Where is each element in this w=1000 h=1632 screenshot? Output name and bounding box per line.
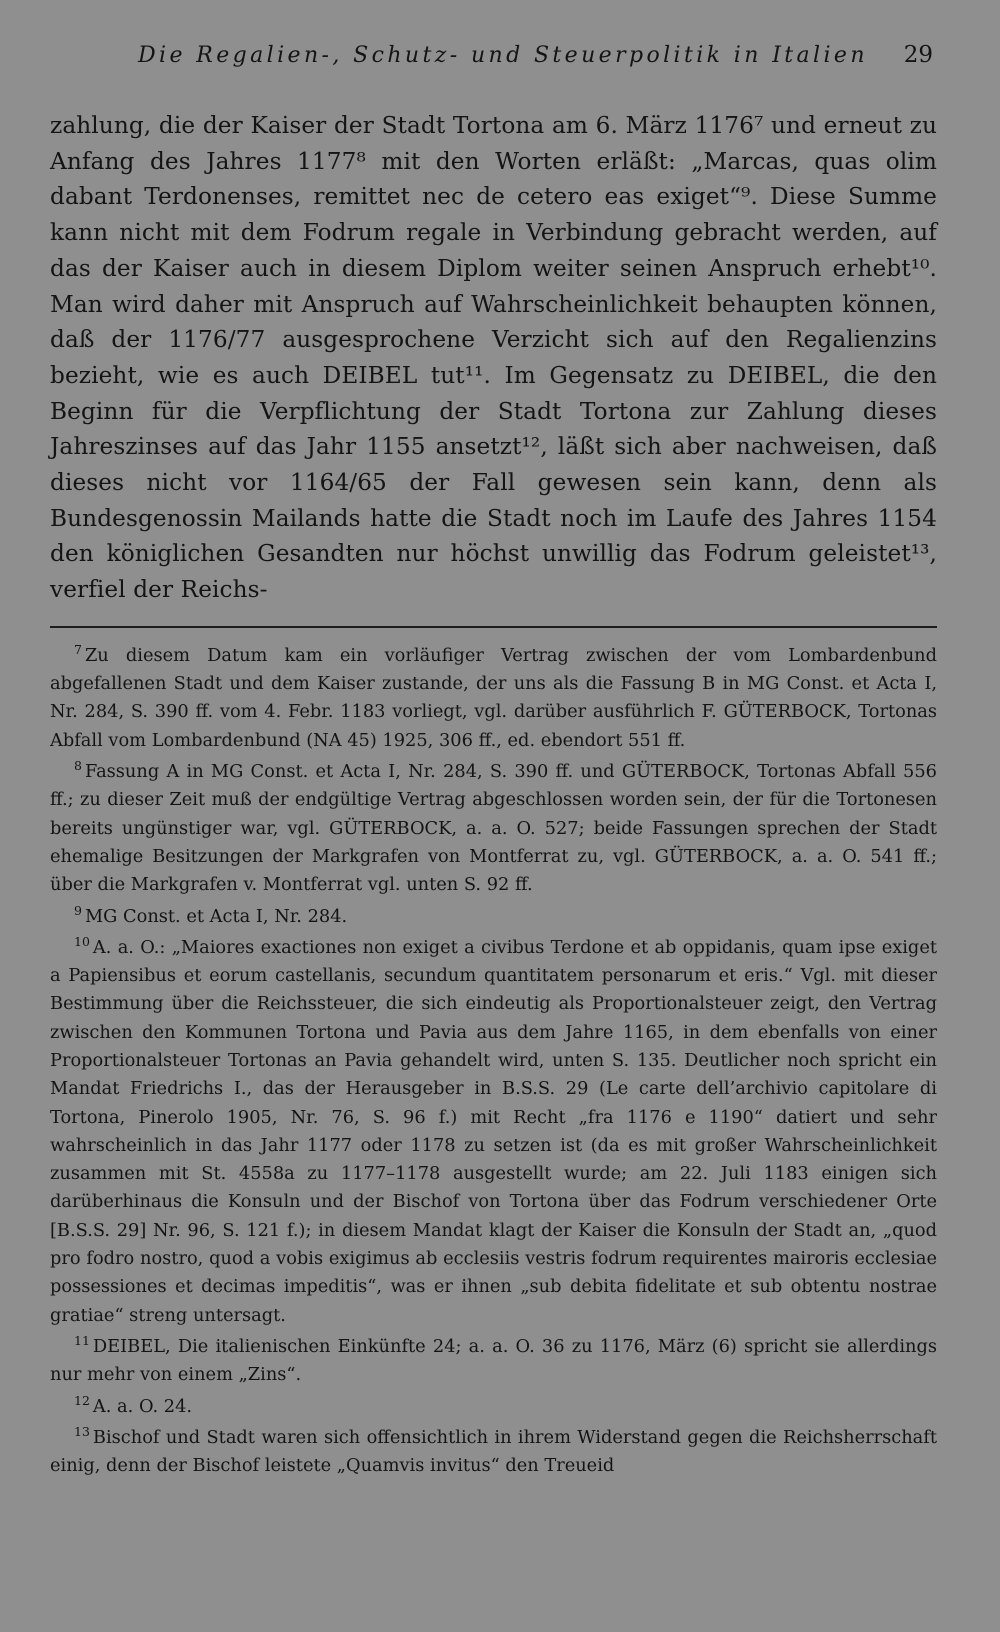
footnote-7 <box>50 641 943 755</box>
footnote-number: 10 <box>74 933 90 949</box>
footnote-text: Bischof und Stadt waren sich offensichtlich in ihrem Widerstand gegen die Reichsherrschaft einig, denn der Bischof leistete „Quamvis invitus“ den Treueid <box>50 1426 943 1477</box>
running-header <box>50 42 937 82</box>
running-title: Die Regalien-, Schutz- und Steuerpolitik in Italien <box>138 43 868 68</box>
footnote-number: 12 <box>74 1392 90 1408</box>
footnote-number: 8 <box>74 758 82 774</box>
footnote-number: 9 <box>74 902 82 918</box>
footnote-text: Fassung A in MG Const. et Acta I, Nr. 284, S. 390 ff. und GÜTERBOCK, Tortonas Abfall 556 ff.; zu dieser Zeit muß der endgültige Vertrag abgeschlossen worden sein, der für die Tortonesen bereits ungünstiger war, vgl. GÜTERBOCK, a. a. O. 527; beide Fassungen sprechen der Stadt ehemalige Besitzungen der Markgrafen von Montferrat zu, vgl. GÜTERBOCK, a. a. O. 541 ff.; über die Markgrafen v. Montferrat vgl. unten S. 92 ff. <box>50 761 943 896</box>
footnote-text: MG Const. et Acta I, Nr. 284. <box>84 905 348 927</box>
page-number: 29 <box>903 42 933 68</box>
footnote-11 <box>50 1333 943 1390</box>
book-page <box>50 42 943 1480</box>
footnote-text: A. a. O.: „Maiores exactiones non exiget a civibus Terdone et ab oppidanis, quam ipse exiget a Papiensibus et eorum castellanis, secundum quantitatem personarum et eris.“ Vgl. mit dieser Bestimmung über die Reichssteuer, die sich eindeutig als Proportionalsteuer zeigt, den Vertrag zwischen den Kommunen Tortona und Pavia aus dem Jahre 1165, in dem ebenfalls von einer Proportionalsteuer Tortonas an Pavia gehandelt wird, unten S. 135. Deutlicher noch spricht ein Mandat Friedrichs I., das der Herausgeber in B.S.S. 29 (Le carte dell’archivio capitolare di Tortona, Pinerolo 1905, Nr. 76, S. 96 f.) mit Recht „fra 1176 e 1190“ datiert und sehr wahrscheinlich in das Jahr 1177 oder 1178 zu setzen ist (da es mit großer Wahrscheinlichkeit zusammen mit St. 4558a zu 1177–1178 ausgestellt wurde; am 22. Juli 1183 einigen sich darüberhinaus die Konsuln und der Bischof von Tortona über das Fodrum verschiedener Orte [B.S.S. 29] Nr. 96, S. 121 f.); in diesem Mandat klagt der Kaiser die Konsuln der Stadt an, „quod pro fodro nostro, quod a vobis exigimus ab ecclesiis vestris fodrum requirentes mairoris ecclesiae possessiones et decimas impeditis“, was er ihnen „sub debita fidelitate et sub obtentu nostrae gratiae“ streng untersagt. <box>50 936 943 1326</box>
footnote-number: 13 <box>74 1423 90 1439</box>
footnote-12 <box>50 1393 937 1421</box>
footnote-10 <box>50 933 943 1330</box>
footnote-number: 11 <box>74 1333 90 1349</box>
footnote-divider <box>50 626 937 628</box>
footnotes <box>50 641 943 1481</box>
footnote-9 <box>50 903 937 931</box>
footnote-13 <box>50 1423 943 1481</box>
footnote-text: Zu diesem Datum kam ein vorläufiger Vertrag zwischen der vom Lombardenbund abgefallenen Stadt und dem Kaiser zustande, der uns als die Fassung B in MG Const. et Acta I, Nr. 284, S. 390 ff. vom 4. Febr. 1183 vorliegt, vgl. darüber ausführlich F. GÜTERBOCK, Tortonas Abfall vom Lombardenbund (NA 45) 1925, 306 ff., ed. ebendort 551 ff. <box>50 644 943 751</box>
footnote-8 <box>50 758 943 899</box>
footnote-number: 7 <box>74 641 82 657</box>
footnote-text: DEIBEL, Die italienischen Einkünfte 24; a. a. O. 36 zu 1176, März (6) spricht sie allerdings nur mehr von einem „Zins“. <box>50 1335 943 1386</box>
footnote-text: A. a. O. 24. <box>92 1395 193 1417</box>
main-paragraph: zahlung, die der Kaiser der Stadt Tortona am 6. März 1176⁷ und erneut zu Anfang des Jahres 1177⁸ mit den Worten erläßt: „Marcas, quas olim dabant Terdonenses, remittet nec de cetero eas exiget“⁹. Diese Summe kann nicht mit dem Fodrum regale in Verbindung gebracht werden, auf das der Kaiser auch in diesem Diplom weiter seinen Anspruch erhebt¹⁰. Man wird daher mit Anspruch auf Wahrscheinlichkeit behaupten können, daß der 1176/77 ausgesprochene Verzicht sich auf den Regalienzins bezieht, wie es auch DEIBEL tut¹¹. Im Gegensatz zu DEIBEL, die den Beginn für die Verpflichtung der Stadt Tortona zur Zahlung dieses Jahreszinses auf das Jahr 1155 ansetzt¹², läßt sich aber nachweisen, daß dieses nicht vor 1164/65 der Fall gewesen sein kann, denn als Bundesgenossin Mailands hatte die Stadt noch im Laufe des Jahres 1154 den königlichen Gesandten nur höchst unwillig das Fodrum geleistet¹³, verfiel der Reichs- <box>50 112 937 604</box>
